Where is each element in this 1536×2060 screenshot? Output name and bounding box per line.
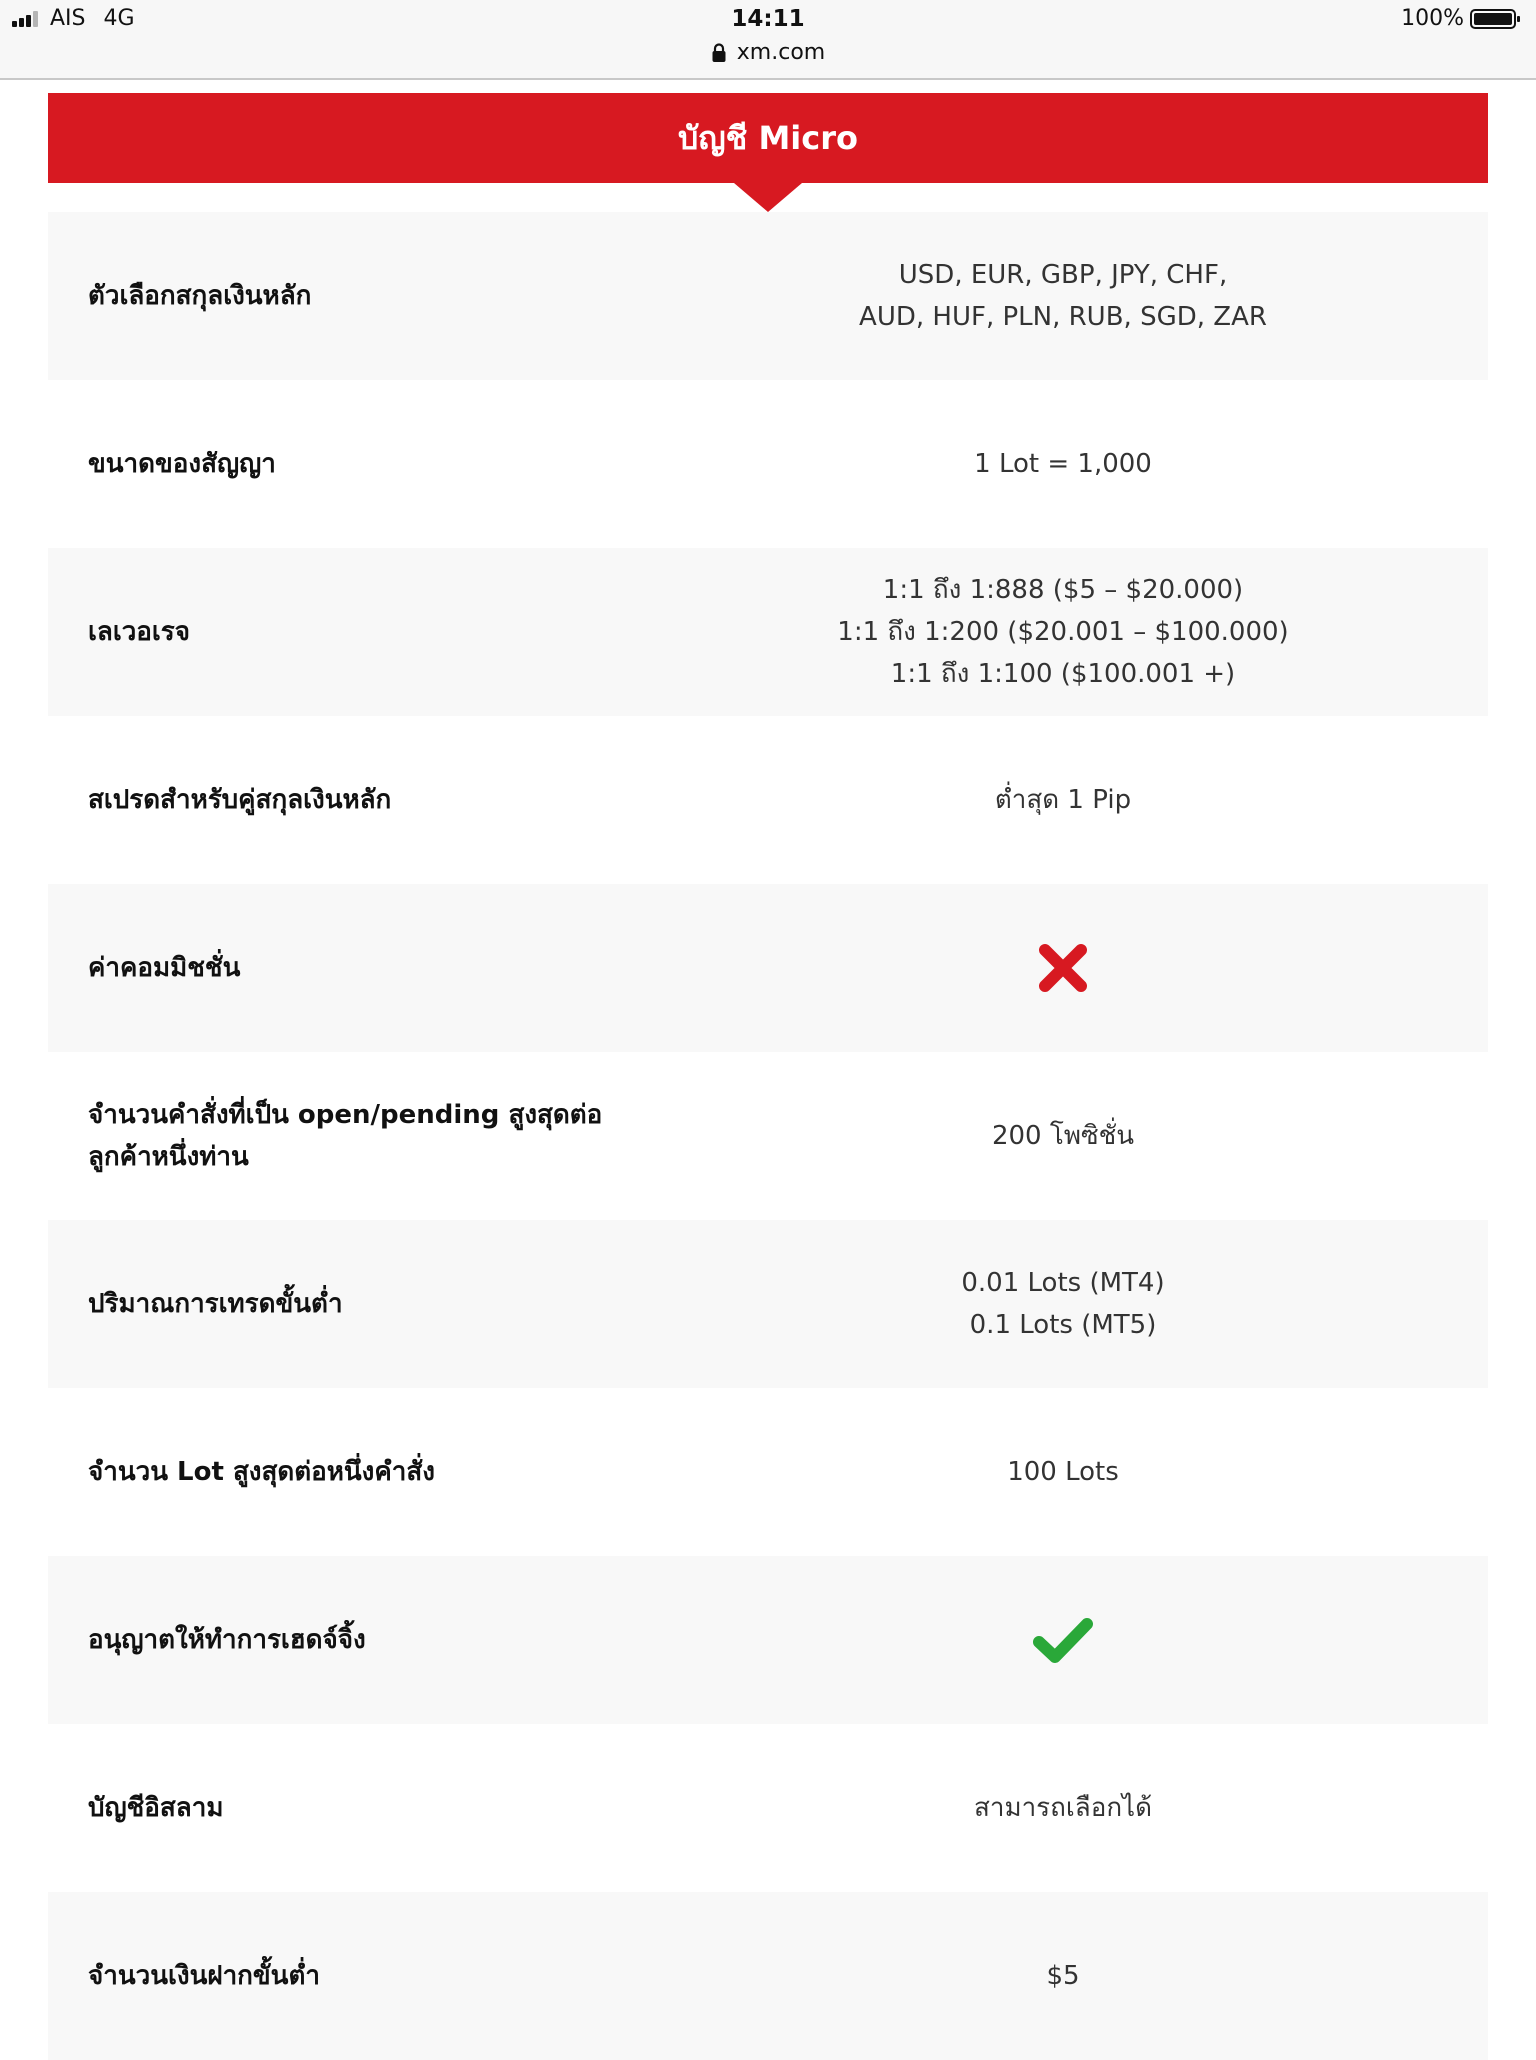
row-label: เลเวอเรจ — [88, 617, 191, 647]
value-line: สามารถเลือกได้ — [973, 1793, 1153, 1823]
row-value — [628, 1451, 1488, 1493]
table-row — [48, 1388, 1488, 1556]
clock: 14:11 — [731, 6, 805, 32]
table-row — [48, 212, 1488, 380]
table-row — [48, 716, 1488, 884]
header-pointer — [734, 183, 802, 212]
carrier-label: AIS — [50, 6, 86, 31]
row-value — [628, 1955, 1488, 1997]
table-row — [48, 548, 1488, 716]
value-line: 1:1 ถึง 1:888 ($5 – $20.000) — [882, 575, 1244, 605]
value-line: ต่ำสุด 1 Pip — [994, 785, 1132, 815]
table-row — [48, 1052, 1488, 1220]
row-label: ค่าคอมมิชชั่น — [88, 953, 241, 983]
table-row — [48, 1556, 1488, 1724]
row-label: สเปรดสำหรับคู่สกุลเงินหลัก — [88, 785, 392, 815]
row-label — [48, 1094, 628, 1178]
network-label: 4G — [103, 6, 135, 31]
row-label: บัญชีอิสลาม — [88, 1793, 224, 1823]
row-label: จำนวนเงินฝากขั้นต่ำ — [88, 1961, 320, 1991]
row-label: จำนวน Lot สูงสุดต่อหนึ่งคำสั่ง — [88, 1457, 435, 1487]
value-line: USD, EUR, GBP, JPY, CHF, — [898, 260, 1228, 290]
value-line: 1:1 ถึง 1:200 ($20.001 – $100.000) — [837, 617, 1289, 647]
value-line: 200 โพซิชั่น — [991, 1121, 1135, 1151]
row-value — [628, 942, 1488, 994]
value-line: 0.1 Lots (MT5) — [969, 1310, 1157, 1340]
row-label: ตัวเลือกสกุลเงินหลัก — [88, 281, 312, 311]
row-label: อนุญาตให้ทำการเฮดจ์จิ้ง — [88, 1625, 366, 1655]
row-value — [628, 1614, 1488, 1666]
status-bar — [0, 0, 1536, 80]
row-value — [628, 569, 1488, 695]
row-value — [628, 779, 1488, 821]
row-value — [628, 254, 1488, 338]
check-icon — [1031, 1614, 1095, 1666]
row-label-line: จำนวนคำสั่งที่เป็น open/pending สูงสุดต่อ — [88, 1100, 603, 1130]
row-value — [628, 1262, 1488, 1346]
url-text: xm.com — [736, 40, 826, 65]
battery-percent: 100% — [1401, 6, 1464, 31]
table-row — [48, 1724, 1488, 1892]
row-value — [628, 443, 1488, 485]
value-line: $5 — [1046, 1961, 1080, 1991]
row-value — [628, 1115, 1488, 1157]
value-line: 1:1 ถึง 1:100 ($100.001 +) — [890, 659, 1236, 689]
value-line: AUD, HUF, PLN, RUB, SGD, ZAR — [859, 302, 1267, 332]
address-bar[interactable] — [0, 40, 1536, 65]
account-type-title: บัญชี Micro — [678, 118, 858, 157]
row-label: ปริมาณการเทรดขั้นต่ำ — [88, 1289, 343, 1319]
battery-icon — [1470, 8, 1522, 30]
lock-icon — [711, 43, 727, 63]
account-spec-table — [48, 212, 1488, 2060]
table-row — [48, 380, 1488, 548]
account-type-header — [48, 93, 1488, 183]
table-row — [48, 1220, 1488, 1388]
table-row — [48, 884, 1488, 1052]
cross-icon — [1037, 942, 1089, 994]
value-line: 100 Lots — [1007, 1457, 1119, 1487]
value-line: 1 Lot = 1,000 — [974, 449, 1152, 479]
status-right — [1401, 6, 1522, 31]
row-label: ขนาดของสัญญา — [88, 449, 276, 479]
table-row — [48, 1892, 1488, 2060]
value-line: 0.01 Lots (MT4) — [961, 1268, 1165, 1298]
row-value — [628, 1787, 1488, 1829]
row-label-line: ลูกค้าหนึ่งท่าน — [88, 1142, 249, 1172]
